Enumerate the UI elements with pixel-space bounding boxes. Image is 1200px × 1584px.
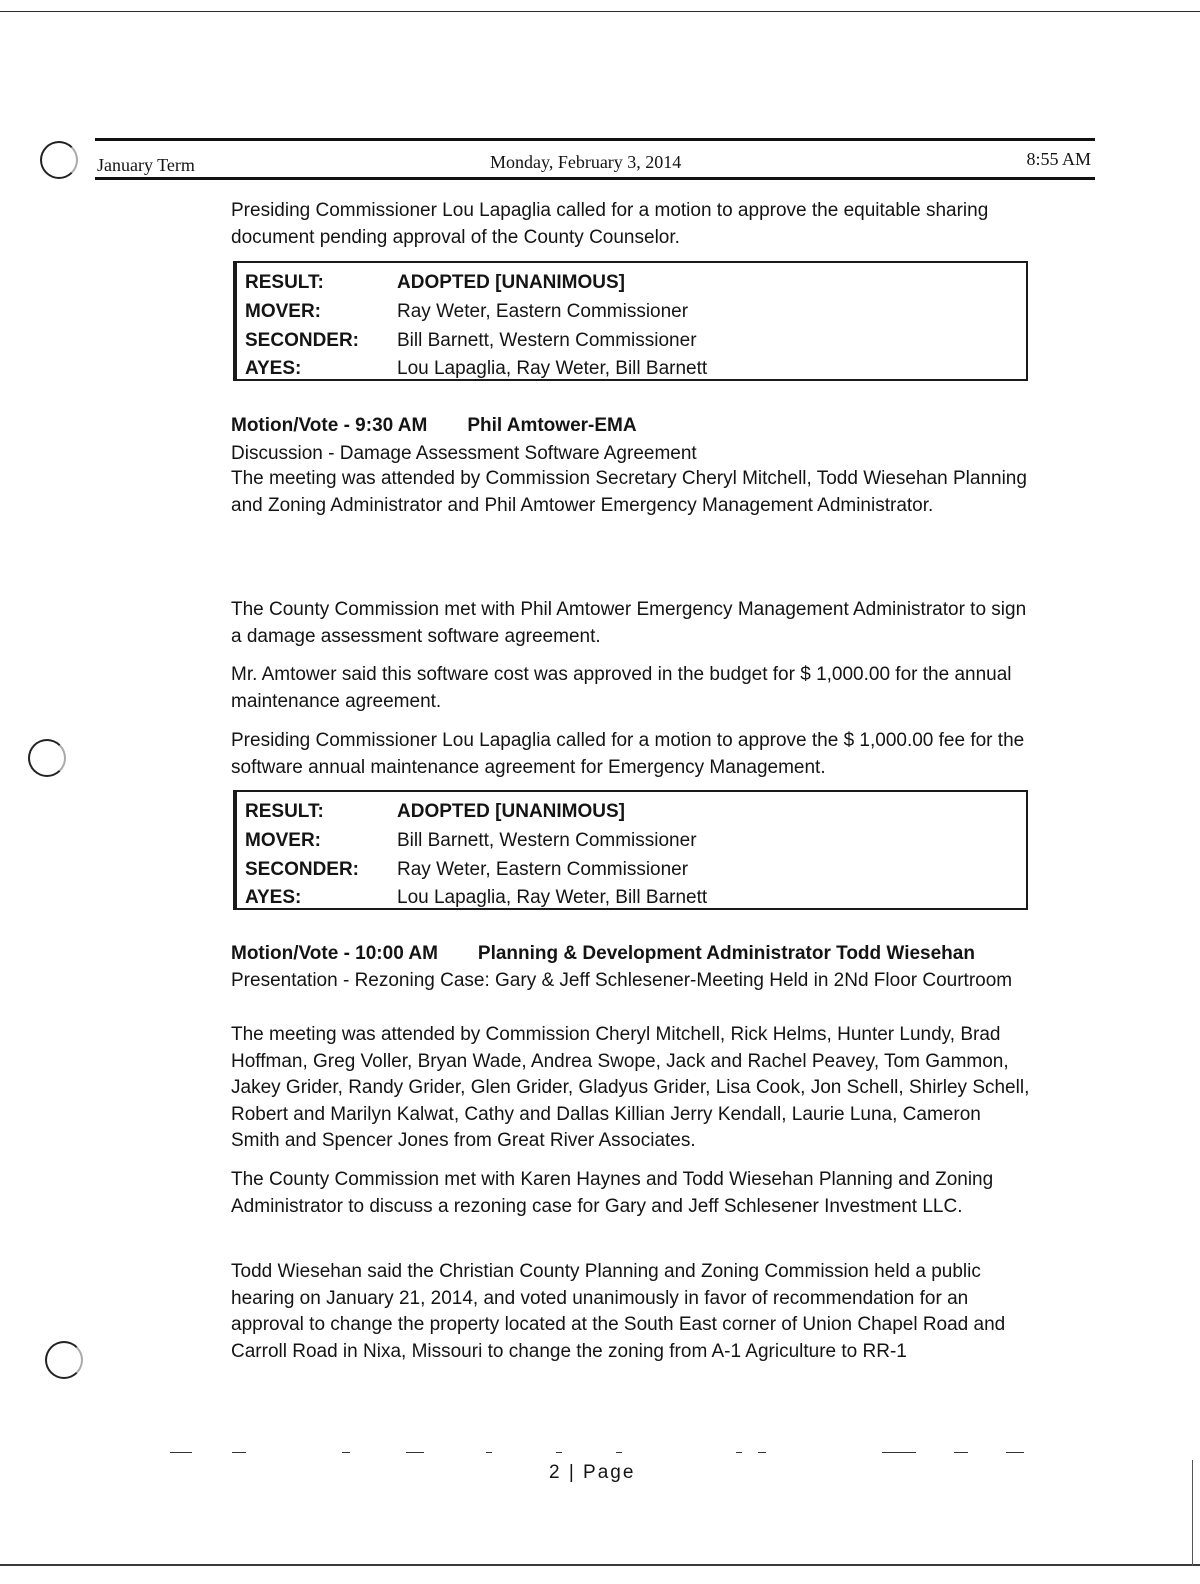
attendance-paragraph: The meeting was attended by Commission Cheryl Mitchell, Rick Helms, Hunter Lundy, Brad Hoffman, Greg Voller, Bryan Wade, Andrea Swope, Jack and Rachel Peavey, Tom Gammon, Jakey Grider, Randy Grider, Glen Grider, Gladyus Grider, Lisa Cook, Jon Schell, Shirley Schell, Robert and Marilyn Kalwat, Cathy and Dallas Killian Jerry Kendall, Laurie Luna, Cameron Smith and Spencer Jones from Great River Associates. (231, 1024, 1030, 1151)
body-paragraph: The County Commission met with Karen Haynes and Todd Wiesehan Planning and Zoning Administrator to discuss a rezoning case for Gary and Jeff Schlesener Investment LLC. (231, 1169, 994, 1217)
vote-result-box (233, 790, 1028, 910)
vote-label: RESULT: (245, 801, 324, 822)
punch-hole-icon (28, 739, 66, 777)
vote-result: ADOPTED [UNANIMOUS] (397, 272, 625, 293)
vote-result-box (233, 261, 1028, 381)
vote-row-seconder (245, 327, 1005, 355)
vote-row-seconder (245, 856, 1005, 884)
footer-dashes (170, 1452, 1030, 1458)
vote-mover: Ray Weter, Eastern Commissioner (397, 301, 689, 322)
body-paragraph: Mr. Amtower said this software cost was approved in the budget for $ 1,000.00 for the annual maintenance agreement. (231, 664, 1012, 712)
attendance-paragraph: The meeting was attended by Commission Secretary Cheryl Mitchell, Todd Wiesehan Planning and Zoning Administrator and Phil Amtower Emergency Management Administrator. (231, 468, 1027, 516)
vote-ayes: Lou Lapaglia, Ray Weter, Bill Barnett (397, 887, 708, 908)
vote-label: MOVER: (245, 830, 321, 851)
vote-label: AYES: (245, 887, 302, 908)
vote-row-mover (245, 298, 1005, 326)
vote-result: ADOPTED [UNANIMOUS] (397, 801, 625, 822)
punch-hole-icon (40, 141, 78, 179)
heading-time: Motion/Vote - 9:30 AM (231, 415, 428, 436)
vote-label: SECONDER: (245, 330, 360, 351)
vote-row-ayes (245, 884, 1005, 912)
discussion-line: Discussion - Damage Assessment Software Agreement (231, 443, 697, 464)
vote-label: MOVER: (245, 301, 321, 322)
body-paragraph: Presiding Commissioner Lou Lapaglia called for a motion to approve the $ 1,000.00 fee for the software annual maintenance agreement for Emergency Management. (231, 730, 1025, 778)
presentation-line: Presentation - Rezoning Case: Gary & Jeff Schlesener-Meeting Held in 2Nd Floor Courtroom (231, 970, 1013, 991)
vote-row-ayes (245, 355, 1005, 383)
header-term: January Term (97, 155, 195, 175)
vote-ayes: Lou Lapaglia, Ray Weter, Bill Barnett (397, 358, 708, 379)
section-heading (231, 415, 637, 437)
scan-edge-top (0, 11, 1200, 12)
header-rule-bottom (95, 177, 1095, 180)
vote-seconder: Ray Weter, Eastern Commissioner (397, 859, 689, 880)
punch-hole-icon (45, 1341, 83, 1379)
vote-label: RESULT: (245, 272, 324, 293)
vote-seconder: Bill Barnett, Western Commissioner (397, 330, 697, 351)
header-date: Monday, February 3, 2014 (490, 152, 682, 172)
vote-row-result (245, 798, 1005, 826)
page-header (95, 149, 1093, 175)
page-number: 2 | Page (549, 1462, 636, 1483)
body-paragraph: Todd Wiesehan said the Christian County Planning and Zoning Commission held a public hearing on January 21, 2014, and voted unanimously in favor of recommendation for an approval to change the property located at the South East corner of Union Chapel Road and Carroll Road in Nixa, Missouri to change the zoning from A-1 Agriculture to RR-1 (231, 1261, 1006, 1362)
heading-subject: Phil Amtower-EMA (467, 415, 637, 436)
scan-edge-right (1192, 1460, 1193, 1566)
header-rule-top (95, 138, 1095, 141)
vote-row-mover (245, 827, 1005, 855)
scan-edge-bottom (0, 1564, 1200, 1566)
vote-row-result (245, 269, 1005, 297)
vote-mover: Bill Barnett, Western Commissioner (397, 830, 697, 851)
heading-time: Motion/Vote - 10:00 AM (231, 943, 438, 964)
heading-subject: Planning & Development Administrator Todd Wiesehan (477, 943, 975, 964)
intro-paragraph: Presiding Commissioner Lou Lapaglia called for a motion to approve the equitable sharing document pending approval of the County Counselor. (231, 200, 989, 248)
section-heading (231, 943, 975, 965)
body-paragraph: The County Commission met with Phil Amtower Emergency Management Administrator to sign a damage assessment software agreement. (231, 599, 1027, 647)
vote-label: SECONDER: (245, 859, 360, 880)
header-time: 8:55 AM (1026, 149, 1091, 169)
vote-label: AYES: (245, 358, 302, 379)
